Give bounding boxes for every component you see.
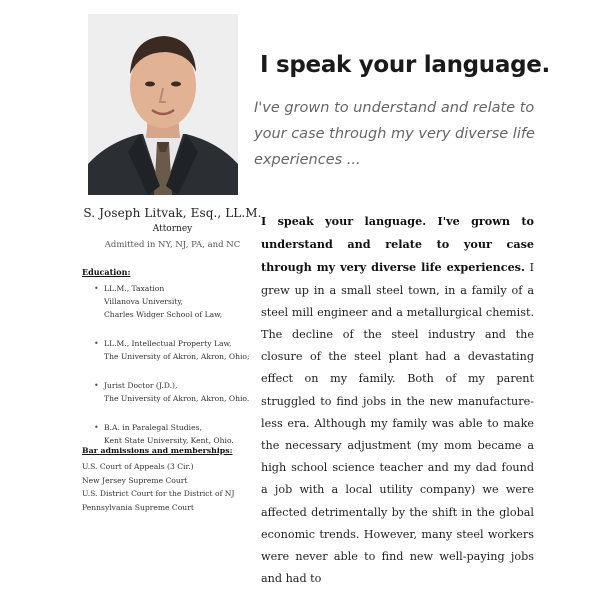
education-item xyxy=(82,379,272,405)
education-item xyxy=(82,282,272,321)
page-headline: I speak your language. xyxy=(260,52,550,78)
degree: LL.M., Taxation xyxy=(104,284,165,293)
biography-lead: I speak your language. I've grown to understand and relate to your case through my very diverse life experiences. xyxy=(261,214,534,275)
attorney-name: S. Joseph Litvak, Esq., LL.M. xyxy=(83,206,262,220)
degree: Jurist Doctor (J.D.), xyxy=(104,381,178,390)
institution-detail: Charles Widger School of Law, xyxy=(104,310,223,319)
degree: B.A. in Paralegal Studies, xyxy=(104,423,202,432)
education-item xyxy=(82,421,272,447)
degree: LL.M., Intellectual Property Law, xyxy=(104,339,232,348)
education-heading: Education: xyxy=(82,267,131,277)
bar-admission-item: U.S. District Court for the District of NJ xyxy=(82,489,235,498)
institution: Villanova University, xyxy=(104,297,184,306)
bar-admission-item: U.S. Court of Appeals (3 Cir.) xyxy=(82,462,194,471)
education-list xyxy=(82,282,272,447)
biography-text: I grew up in a small steel town, in a family of a steel mill engineer and a metallurgical chemist. The decline of the steel industry and the closure of the steel plant had a devastating effect on my family. Both of my parent struggled to find jobs in the new manufacture-less era. Although my family was able to make the necessary adjustment (my mom became a high school science teacher and my dad found a job with a local utility company) we were affected detrimentally by the shift in the global economic trends. However, many steel workers were never able to find new well-paying jobs and had to xyxy=(261,261,534,586)
attorney-title: Attorney xyxy=(152,224,193,234)
institution: The University of Akron, Akron, Ohio; xyxy=(104,352,250,361)
bar-admissions-heading: Bar admissions and memberships: xyxy=(82,446,233,455)
admitted-jurisdictions: Admitted in NY, NJ, PA, and NC xyxy=(104,240,241,250)
institution: Kent State University, Kent, Ohio. xyxy=(104,436,234,445)
bar-admission-item: New Jersey Supreme Court xyxy=(82,475,188,485)
bar-admissions-list xyxy=(82,460,235,514)
education-item xyxy=(82,337,272,363)
bullet-icon: • xyxy=(94,423,99,432)
attorney-portrait-image xyxy=(88,14,238,195)
page-subheading: I've grown to understand and relate to your case through my very diverse life experiences ... xyxy=(254,100,535,168)
bullet-icon: • xyxy=(94,284,99,293)
bullet-icon: • xyxy=(94,339,99,348)
biography-paragraph xyxy=(261,210,534,590)
institution: The University of Akron, Akron, Ohio. xyxy=(104,394,250,403)
bar-admission-item: Pennsylvania Supreme Court xyxy=(82,502,194,512)
attorney-photo xyxy=(88,14,238,195)
bullet-icon: • xyxy=(94,381,99,390)
